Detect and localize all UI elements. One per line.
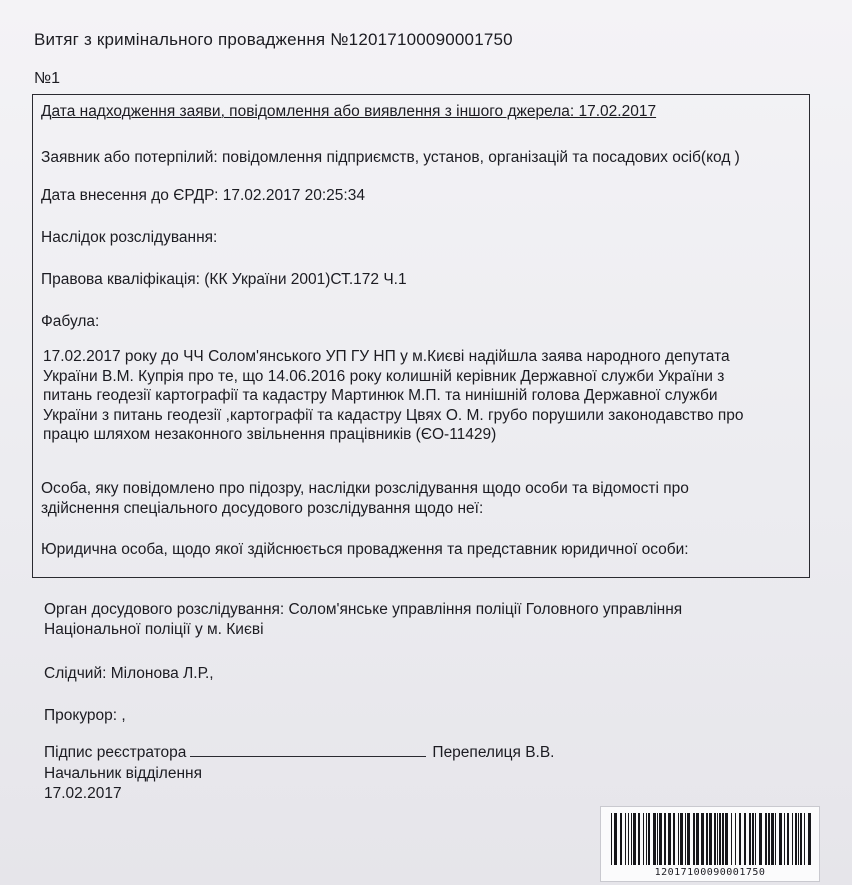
barcode-bar [798,813,799,865]
barcode-bar [696,813,699,865]
barcode-bar [795,813,797,865]
fabula-line: України з питань геодезії ,картографії та кадастру Цвях О. М. грубо порушили законодавство про [43,406,744,424]
barcode-bar [731,813,732,865]
signature-line [190,742,426,757]
barcode-bar [625,813,626,865]
signature-date: 17.02.2017 [44,785,122,802]
fabula-line: питань геодезії картографії та кадастру Мартинюк М.П. та нинішній голова Державної служби [43,387,718,404]
investigator-field: Слідчий: Мілонова Л.Р., [44,665,214,682]
investigation-result-field: Наслідок розслідування: [41,229,218,246]
barcode-bar [638,813,640,865]
barcode-bar [787,813,789,865]
barcode-bar [643,813,644,865]
barcode-label [600,806,820,882]
erdr-date-field: Дата внесення до ЄРДР: 17.02.2017 20:25:34 [41,187,365,204]
barcode-bar [717,813,718,865]
barcode-bar [744,813,746,865]
barcode-bar [614,813,617,865]
barcode-bar [628,813,629,865]
barcode-number: 12017100090001750 [654,867,766,878]
barcode-bar [775,813,776,865]
barcode-bar [709,813,712,865]
barcode-bar [755,813,756,865]
barcode-bar [765,813,767,865]
barcode-bar [739,813,741,865]
agency-line: Національної поліції у м. Києві [44,621,264,638]
registrar-label: Підпис реєстратора [44,744,187,761]
barcode-bar [792,813,793,865]
barcode-bar [668,813,671,865]
barcode-bar [673,813,675,865]
barcode-bar [631,813,632,865]
agency-line: Орган досудового розслідування: Солом'янське управління поліції Головного управління [44,601,683,618]
barcode-bar [657,813,658,865]
barcode-bar [779,813,782,865]
barcode-bar [749,813,751,865]
barcode-bar [706,813,708,865]
legal-entity-field: Юридична особа, щодо якої здійснюється провадження та представник юридичної особи: [41,541,689,558]
barcode-bar [752,813,754,865]
registrar-signature-row [44,742,555,763]
record-box [32,94,810,578]
barcode-bar [725,813,728,865]
barcode-bar [680,813,683,865]
prosecutor-field: Прокурор: , [44,707,126,724]
barcode-bar [719,813,721,865]
suspect-line: здійснення спеціального досудового розслідування щодо неї: [41,500,484,517]
barcode-bar [759,813,762,865]
barcode-bar [646,813,647,865]
registrar-name: Перепелиця В.В. [432,744,555,761]
barcode-bar [784,813,785,865]
barcode-bar [664,813,666,865]
barcode-bar [611,813,612,865]
barcode-bar [620,813,622,865]
applicant-field: Заявник або потерпілий: повідомлення підприємств, установ, організацій та посадових осіб(код ) [41,149,740,166]
barcode-bar [768,813,770,865]
barcode-graphic [609,813,813,865]
barcode-bar [800,813,802,865]
barcode-bar [735,813,736,865]
suspect-line: Особа, яку повідомлено про підозру, наслідки розслідування щодо особи та відомості про [41,480,689,497]
barcode-bar [687,813,690,865]
barcode-bar [771,813,774,865]
fabula-text [43,347,803,445]
barcode-bar [714,813,716,865]
barcode-bar [678,813,679,865]
barcode-bar [808,813,811,865]
fabula-line: України В.М. Купрія про те, що 14.06.2016 року колишній керівник Державної служби України з [43,367,725,385]
barcode-bar [685,813,686,865]
document-title: Витяг з кримінального провадження №12017100090001750 [34,30,513,49]
barcode-bar [659,813,662,865]
fabula-line: 17.02.2017 року до ЧЧ Солом'янського УП ГУ НП у м.Києві надійшла заява народного депутата [43,348,730,365]
barcode-bar [648,813,650,865]
agency-field [44,600,682,640]
fabula-label: Фабула: [41,313,100,330]
legal-qualification-field: Правова кваліфікація: (КК України 2001)СТ.172 Ч.1 [41,271,407,288]
barcode-bar [653,813,656,865]
barcode-bar [722,813,724,865]
barcode-bar [693,813,695,865]
barcode-bar [701,813,704,865]
receipt-date-field: Дата надходження заяви, повідомлення або виявлення з іншого джерела: 17.02.2017 [41,103,657,120]
suspect-field [41,479,689,519]
fabula-line: працю шляхом незаконного звільнення працівників (ЄО-11429) [43,426,497,443]
barcode-bar [633,813,636,865]
record-number: №1 [34,70,61,87]
barcode-bar [804,813,805,865]
position-field: Начальник відділення [44,765,202,782]
